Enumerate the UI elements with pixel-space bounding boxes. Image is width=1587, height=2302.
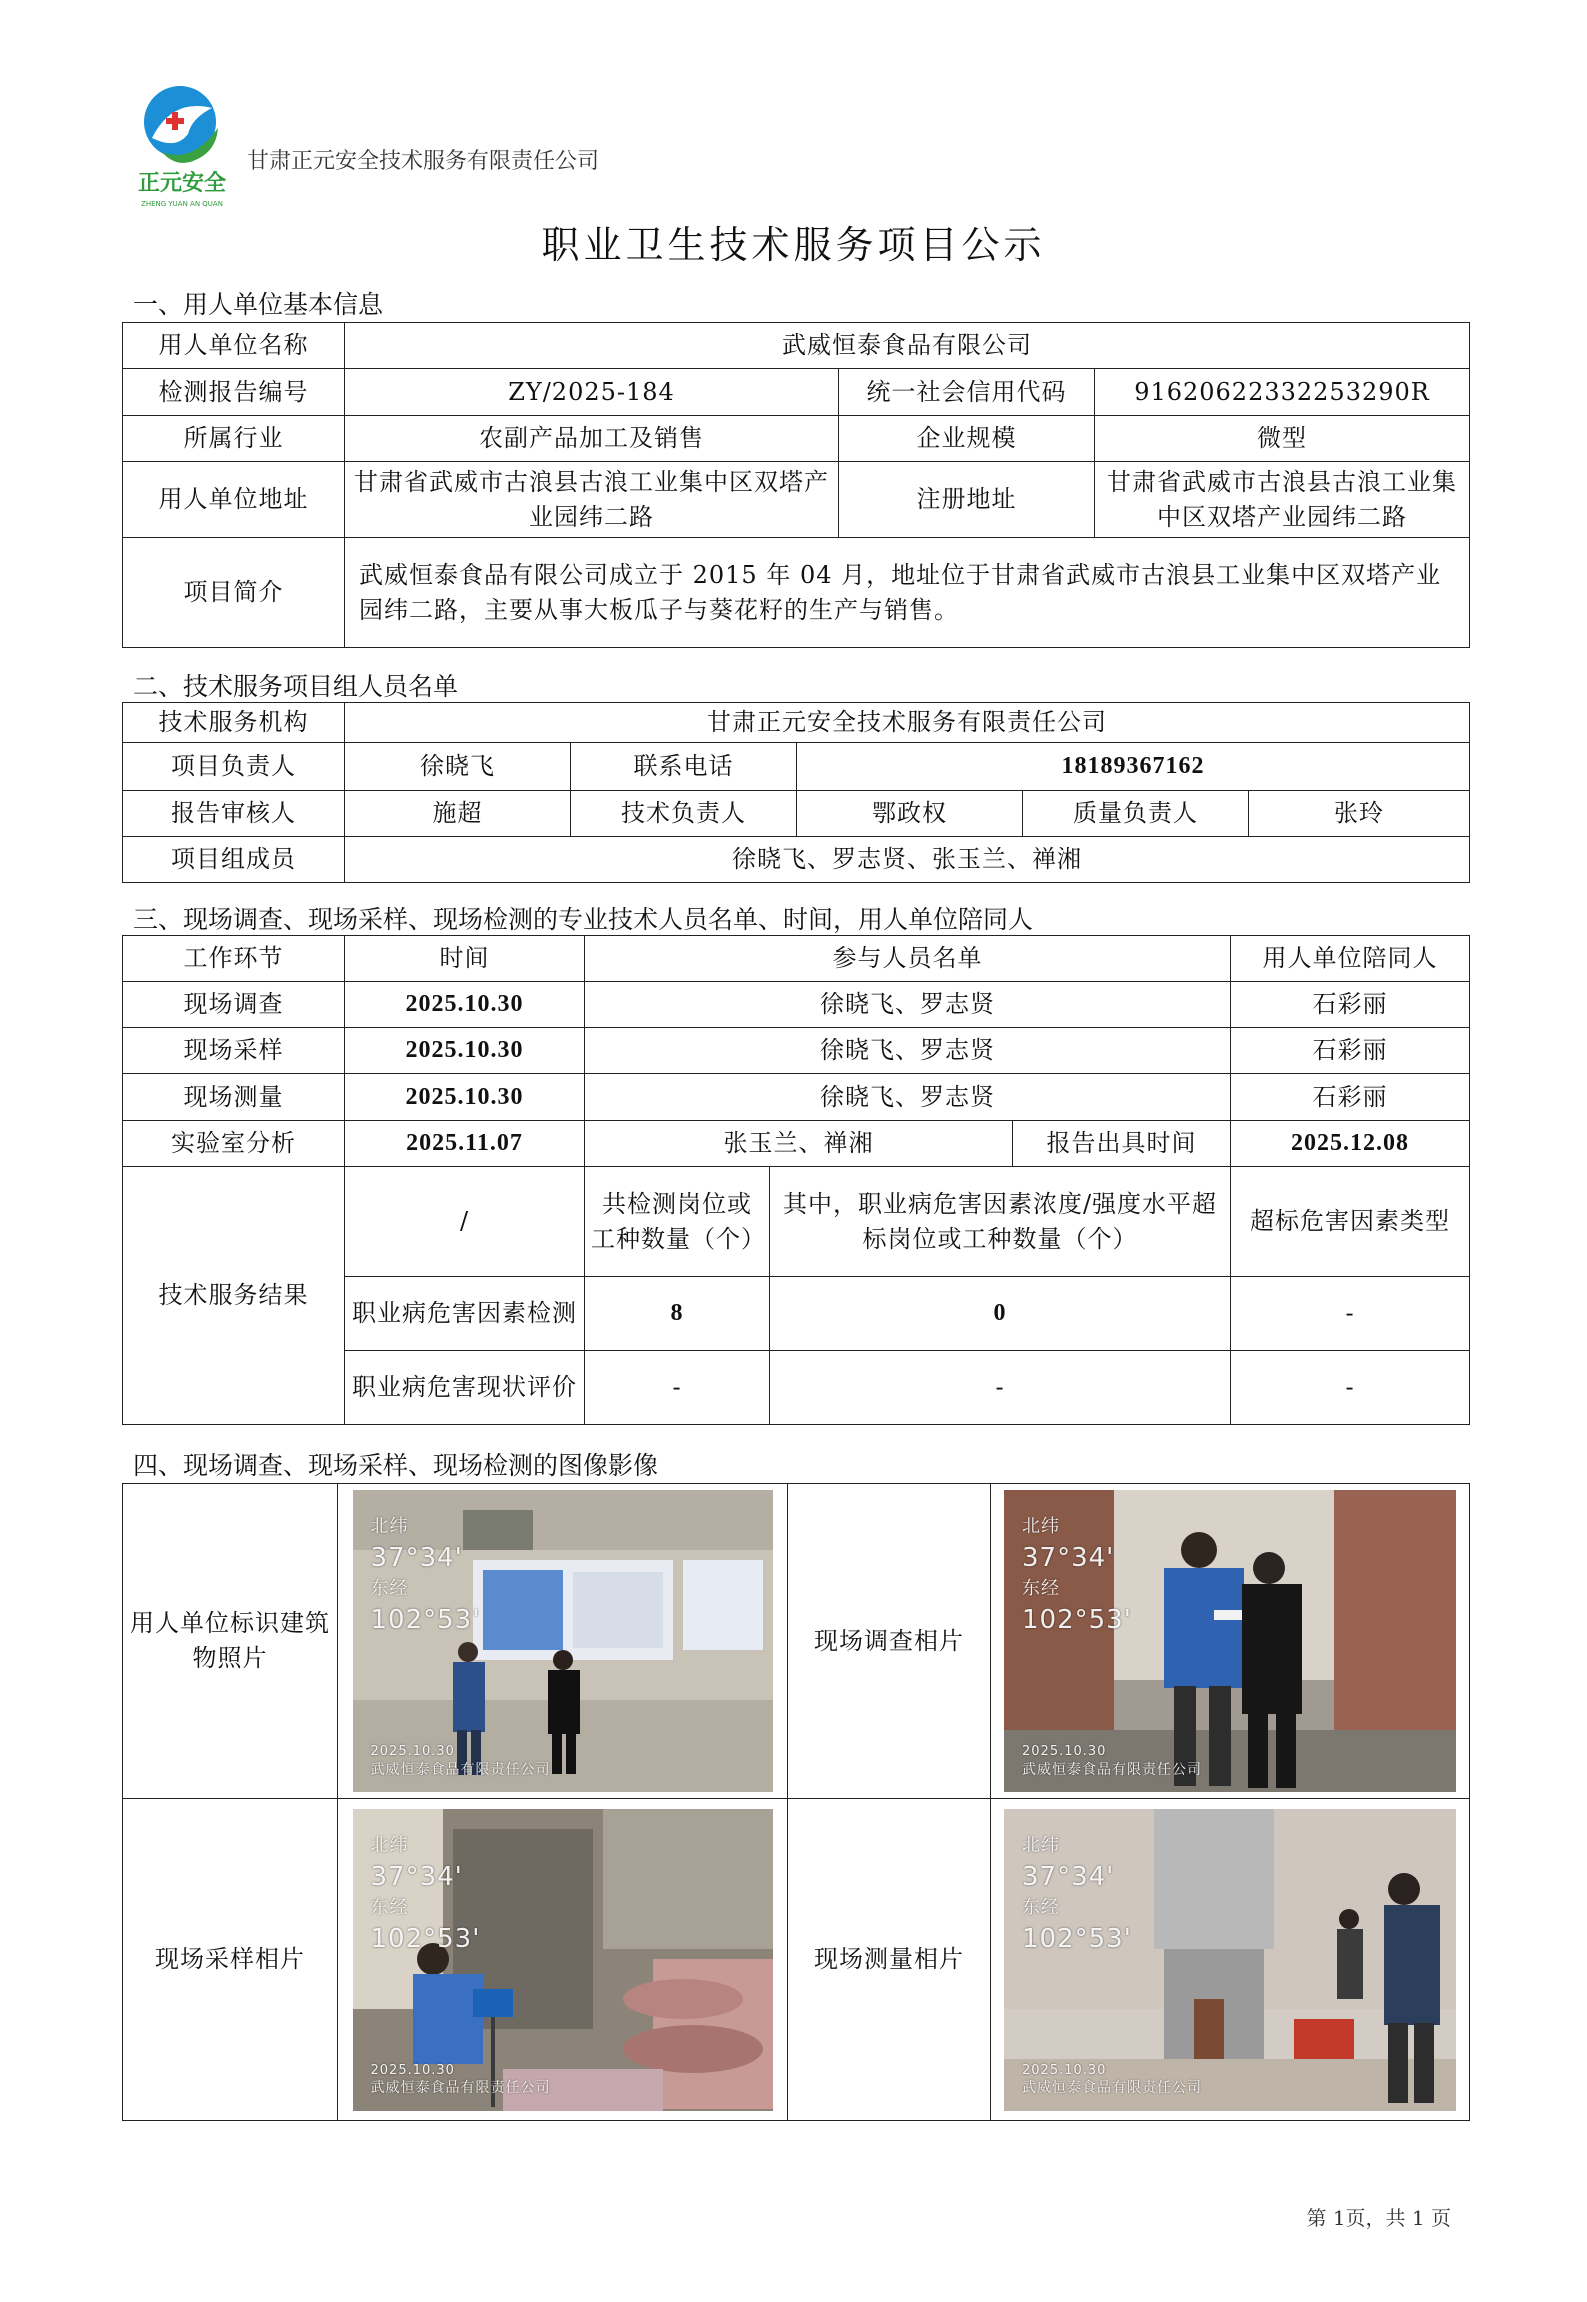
col-time: 时间: [345, 936, 585, 982]
lat-label: 北纬: [1022, 1516, 1060, 1537]
intro-text: 武威恒泰食品有限公司成立于 2015 年 04 月，地址位于甘肃省武威市古浪县工业集中区双塔产业园纬二路，主要从事大板瓜子与葵花籽的生产与销售。: [345, 538, 1470, 648]
photo-date: 2025.10.30: [370, 2062, 455, 2078]
col-types: 超标危害因素类型: [1231, 1167, 1470, 1277]
people: 徐晓飞、罗志贤: [585, 1074, 1231, 1121]
report-time: 2025.12.08: [1231, 1121, 1470, 1167]
unit-name-label: 用人单位名称: [123, 323, 345, 369]
stage: 现场调查: [123, 982, 345, 1028]
lat-label: 北纬: [1022, 1834, 1060, 1856]
leader: 徐晓飞: [345, 742, 571, 790]
lat-value: 37°34': [1022, 1543, 1115, 1573]
lat-value: 37°34': [370, 1861, 463, 1892]
unit-name: 武威恒泰食品有限公司: [345, 323, 1470, 369]
company-name: 甘肃正元安全技术服务有限责任公司: [247, 149, 600, 174]
lon-label: 东经: [370, 1578, 409, 1599]
phone: 18189367162: [797, 742, 1470, 790]
logo-subtext: ZHENG YUAN AN QUAN: [141, 200, 223, 208]
company-logo: [132, 78, 232, 210]
escort: 石彩丽: [1231, 1074, 1470, 1121]
lon-value: 102°53': [1022, 1923, 1132, 1954]
time: 2025.10.30: [345, 1028, 585, 1074]
quality: 张玲: [1249, 790, 1470, 836]
quality-label: 质量负责人: [1023, 790, 1249, 836]
time: 2025.10.30: [345, 1074, 585, 1121]
tech: 鄂政权: [797, 790, 1023, 836]
lon-value: 102°53': [1022, 1605, 1132, 1635]
building-photo: [353, 1490, 773, 1792]
table-row: [123, 1121, 1470, 1167]
people: 徐晓飞、罗志贤: [585, 982, 1231, 1028]
detect-total: 8: [585, 1277, 770, 1351]
detect-label: 职业病危害因素检测: [345, 1277, 585, 1351]
col-exceed: 其中，职业病危害因素浓度/强度水平超标岗位或工种数量（个）: [770, 1167, 1231, 1277]
lat-label: 北纬: [370, 1516, 409, 1537]
section2-heading: 二、技术服务项目组人员名单: [133, 672, 459, 701]
eval-types: -: [1231, 1351, 1470, 1425]
col-people: 参与人员名单: [585, 936, 1231, 982]
report-no-label: 检测报告编号: [123, 369, 345, 416]
reg-address-label: 注册地址: [839, 462, 1095, 538]
sampling-photo: [353, 1809, 773, 2111]
credit-code-label: 统一社会信用代码: [839, 369, 1095, 416]
section4-heading: 四、现场调查、现场采样、现场检测的图像影像: [133, 1451, 659, 1480]
tech-label: 技术负责人: [571, 790, 797, 836]
logo-text: 正元安全: [137, 171, 227, 196]
photo-label: 用人单位标识建筑物照片: [123, 1484, 338, 1799]
photo-label: 现场调查相片: [788, 1484, 991, 1799]
photo-company: 武威恒泰食品有限责任公司: [370, 1761, 551, 1778]
scale-label: 企业规模: [839, 416, 1095, 462]
table-row: [123, 982, 1470, 1028]
photo-date: 2025.10.30: [1022, 1744, 1107, 1760]
photo-label: 现场测量相片: [788, 1799, 991, 2121]
eval-exceed: -: [770, 1351, 1231, 1425]
org-label: 技术服务机构: [123, 703, 345, 743]
onsite-table: [122, 935, 1470, 1425]
result-slash: /: [345, 1167, 585, 1277]
scale: 微型: [1095, 416, 1470, 462]
credit-code: 91620622332253290R: [1095, 369, 1470, 416]
lat-label: 北纬: [370, 1834, 409, 1856]
survey-photo: [1004, 1490, 1456, 1792]
lab-stage: 实验室分析: [123, 1121, 345, 1167]
page-number: 第 1页，共 1 页: [1306, 2206, 1451, 2230]
section1-heading: 一、用人单位基本信息: [133, 290, 384, 319]
time: 2025.10.30: [345, 982, 585, 1028]
people: 徐晓飞、罗志贤: [585, 1028, 1231, 1074]
lon-value: 102°53': [370, 1923, 481, 1954]
lon-label: 东经: [370, 1896, 409, 1918]
photo-table: [122, 1483, 1470, 2121]
intro-label: 项目简介: [123, 538, 345, 648]
address: 甘肃省武威市古浪县古浪工业集中区双塔产业园纬二路: [345, 462, 839, 538]
letterhead: [132, 78, 832, 218]
address-label: 用人单位地址: [123, 462, 345, 538]
eval-total: -: [585, 1351, 770, 1425]
reviewer-label: 报告审核人: [123, 790, 345, 836]
lon-label: 东经: [1022, 1896, 1060, 1918]
report-no: ZY/2025-184: [345, 369, 839, 416]
phone-label: 联系电话: [571, 742, 797, 790]
lab-people: 张玉兰、禅湘: [585, 1121, 1013, 1167]
document-title: 职业卫生技术服务项目公示: [541, 223, 1046, 267]
members: 徐晓飞、罗志贤、张玉兰、禅湘: [345, 836, 1470, 882]
org: 甘肃正元安全技术服务有限责任公司: [345, 703, 1470, 743]
basic-info-table: [122, 322, 1470, 648]
col-stage: 工作环节: [123, 936, 345, 982]
leader-label: 项目负责人: [123, 742, 345, 790]
photo-company: 武威恒泰食品有限责任公司: [1022, 2080, 1202, 2097]
reviewer: 施超: [345, 790, 571, 836]
lab-time: 2025.11.07: [345, 1121, 585, 1167]
photo-date: 2025.10.30: [1022, 2062, 1107, 2078]
reg-address: 甘肃省武威市古浪县古浪工业集中区双塔产业园纬二路: [1095, 462, 1470, 538]
industry: 农副产品加工及销售: [345, 416, 839, 462]
lon-value: 102°53': [370, 1605, 481, 1635]
result-label: 技术服务结果: [123, 1167, 345, 1425]
escort: 石彩丽: [1231, 1028, 1470, 1074]
lon-label: 东经: [1022, 1578, 1060, 1599]
section3-heading: 三、现场调查、现场采样、现场检测的专业技术人员名单、时间，用人单位陪同人: [133, 905, 1034, 934]
members-label: 项目组成员: [123, 836, 345, 882]
detect-exceed: 0: [770, 1277, 1231, 1351]
lat-value: 37°34': [370, 1543, 463, 1573]
report-time-label: 报告出具时间: [1013, 1121, 1231, 1167]
eval-label: 职业病危害现状评价: [345, 1351, 585, 1425]
measurement-photo: [1004, 1809, 1456, 2111]
industry-label: 所属行业: [123, 416, 345, 462]
col-escort: 用人单位陪同人: [1231, 936, 1470, 982]
detect-types: -: [1231, 1277, 1470, 1351]
stage: 现场测量: [123, 1074, 345, 1121]
team-table: [122, 702, 1470, 883]
photo-company: 武威恒泰食品有限责任公司: [1022, 1761, 1202, 1778]
escort: 石彩丽: [1231, 982, 1470, 1028]
photo-company: 武威恒泰食品有限责任公司: [370, 2080, 551, 2097]
col-total: 共检测岗位或工种数量（个）: [585, 1167, 770, 1277]
table-row: [123, 1074, 1470, 1121]
photo-label: 现场采样相片: [123, 1799, 338, 2121]
lat-value: 37°34': [1022, 1861, 1115, 1892]
table-row: [123, 1028, 1470, 1074]
stage: 现场采样: [123, 1028, 345, 1074]
photo-date: 2025.10.30: [370, 1744, 455, 1760]
